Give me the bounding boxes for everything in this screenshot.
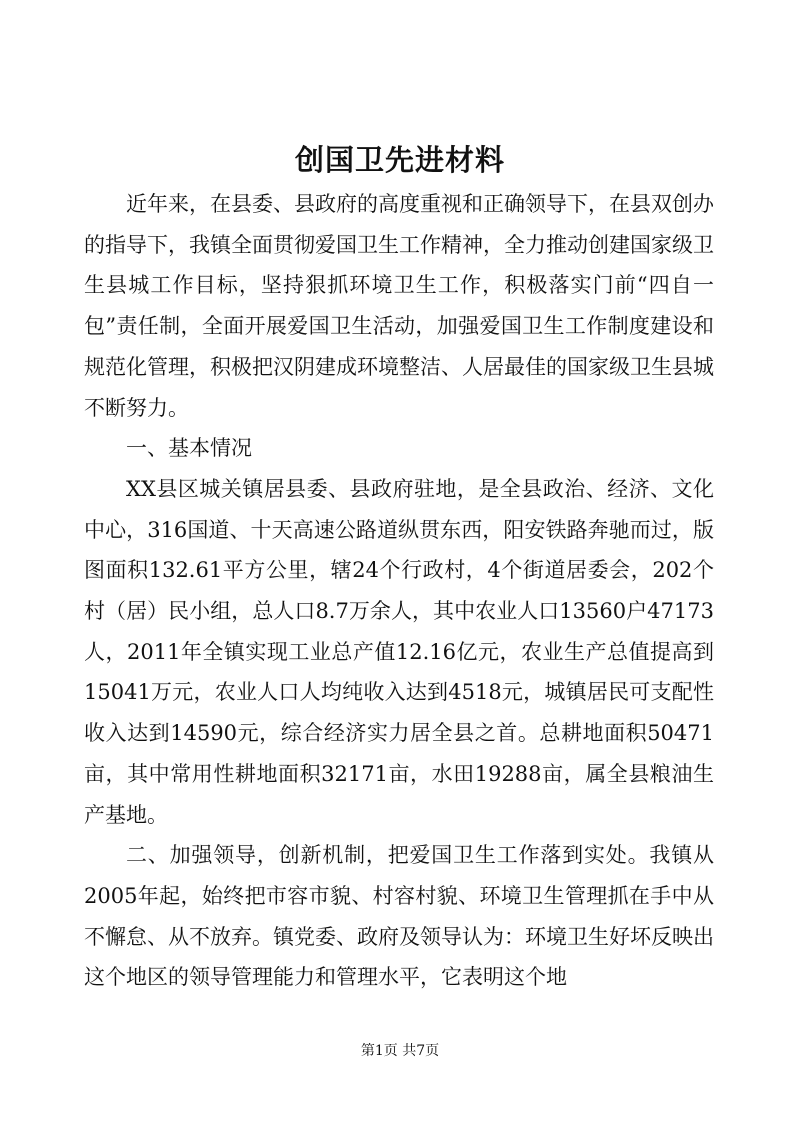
paragraph-intro: 近年来，在县委、县政府的高度重视和正确领导下，在县双创办的指导下，我镇全面贯彻爱国卫生工作精神，全力推动创建国家级卫生县城工作目标，坚持狠抓环境卫生工作，积极落实门前“四自一包”责任制，全面开展爱国卫生活动，加强爱国卫生工作制度建设和规范化管理，积极把汉阴建成环境整洁、人居最佳的国家级卫生县城不断努力。 xyxy=(84,192,714,420)
paragraph-leadership: 二、加强领导，创新机制，把爱国卫生工作落到实处。我镇从2005年起，始终把市容市貌、村容村貌、环境卫生管理抓在手中从不懈怠、从不放弃。镇党委、政府及领导认为：环境卫生好坏反映出这个地区的领导管理能力和管理水平，它表明这个地 xyxy=(84,843,714,990)
document-title: 创国卫先进材料 xyxy=(294,143,505,177)
section-heading-basic-situation: 一、基本情况 xyxy=(126,436,252,461)
paragraph-basic-situation: XX县区城关镇居县委、县政府驻地，是全县政治、经济、文化中心，316国道、十天高速公路道纵贯东西，阳安铁路奔驰而过，版图面积132.61平方公里，辖24个行政村，4个街道居委会，202个村（居）民小组，总人口8.7万余人，其中农业人口13560户47173人，2011年全镇实现工业总产值12.16亿元，农业生产总值提高到15041万元，农业人口人均纯收入达到4518元，城镇居民可支配性收入达到14590元，综合经济实力居全县之首。总耕地面积50471亩，其中常用性耕地面积32171亩，水田19288亩，属全县粮油生产基地。 xyxy=(84,476,714,827)
page-footer: 第1页 共7页 xyxy=(360,1043,440,1059)
document-body xyxy=(84,184,714,998)
